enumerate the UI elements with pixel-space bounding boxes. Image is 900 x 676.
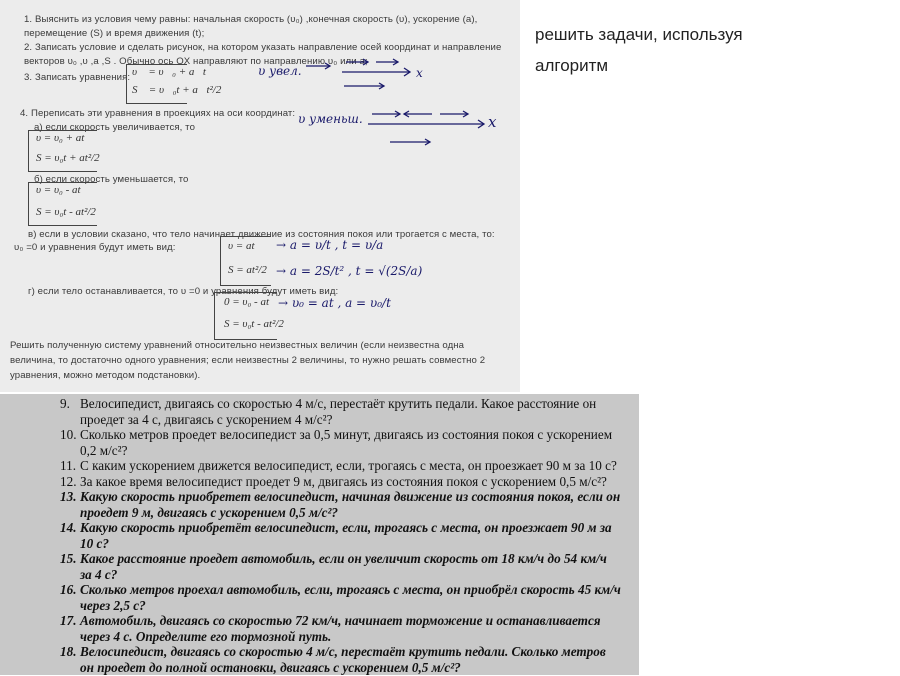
- problem-text-line: С каким ускорением движется велосипедист, если, трогаясь с места, он проезжает 90 м за 10 с?: [80, 458, 617, 473]
- problem-number: 18.: [60, 644, 77, 659]
- problem-text-line: Сколько метров проехал автомобиль, если, трогаясь с места, он приобрёл скорость 45 км/ч: [80, 582, 621, 597]
- algo-step-3: 3. Записать уравнения:: [24, 72, 131, 83]
- algo-step-1: 1. Выяснить из условия чему равны: начальная скорость (υ₀) ,конечная скорость (υ), ускорение (a),: [24, 14, 478, 25]
- algo-step-1-cont: перемещение (S) и время движения (t);: [24, 28, 205, 39]
- case-b-velocity-formula: υ = υ₀ - at: [36, 184, 81, 196]
- problem-text-line: Какую скорость приобретёт велосипедист, если, трогаясь с места, он проезжает 90 м за: [80, 520, 612, 535]
- problem-number: 12.: [60, 473, 77, 489]
- problem-number: 10.: [60, 427, 77, 442]
- problem-text-line: проедет 9 м, двигаясь с ускорением 0,5 м/с²?: [80, 504, 339, 520]
- problem-number: 9.: [60, 396, 70, 411]
- handwriting-rest-accel-time: → a = υ/t , t = υ/a: [276, 238, 384, 252]
- problem-text-line: проедет за 4 с, двигаясь с ускорением 4 м/с²?: [80, 411, 333, 427]
- problem-number: 14.: [60, 520, 77, 535]
- problem-text-line: Велосипедист, двигаясь со скоростью 4 м/с, перестаёт крутить педали. Сколько метров: [80, 644, 606, 659]
- problem-number: 17.: [60, 613, 77, 628]
- algo-step-4: 4. Переписать эти уравнения в проекциях на оси координат:: [20, 108, 296, 119]
- problem-text-line: 0,2 м/с²?: [80, 442, 128, 458]
- algo-case-d: г) если тело останавливается, то υ =0 и уравнения будут иметь вид:: [28, 286, 339, 297]
- handwriting-rest-accel-distance: → a = 2S/t² , t = √(2S/a): [276, 264, 423, 278]
- task-note-line-1: решить задачи, используя: [535, 25, 743, 44]
- problem-text-line: Сколько метров проедет велосипедист за 0,5 минут, двигаясь из состояния покоя с ускорением: [80, 427, 613, 442]
- handwriting-speed-up: υ увел.: [258, 64, 302, 78]
- problem-text-line: Какое расстояние проедет автомобиль, если он увеличит скорость от 18 км/ч до 54 км/ч: [80, 551, 607, 566]
- algo-solve: Решить полученную систему уравнений относительно неизвестных величин (если неизвестна одна: [10, 340, 465, 351]
- handwriting-x-axis-2: x: [488, 113, 497, 131]
- algo-step-2-cont: векторов υ₀ ,υ ,a ,S . Обычно ось OX направляют по направлению υ₀ или a;: [24, 56, 368, 67]
- task-note-line-2: алгоритм: [535, 56, 609, 75]
- handwriting-stop-speed: → υ₀ = at , a = υ₀/t: [278, 296, 391, 310]
- algo-case-b: б) если скорость уменьшается, то: [34, 174, 189, 185]
- problem-text-line: через 4 с. Определите его тормозной путь.: [80, 628, 332, 644]
- handwritten-vector-arrows: [0, 0, 520, 392]
- algo-solve-cont-1: величина, то достаточно одного уравнения; если неизвестны 2 величины, то нужно решать совместно 2: [10, 355, 486, 366]
- algo-case-c-cont: υ₀ =0 и уравнения будут иметь вид:: [14, 242, 176, 253]
- problem-text-line: Какую скорость приобретет велосипедист, начиная движение из состояния покоя, если он: [80, 489, 621, 504]
- problem-number: 11.: [60, 458, 76, 473]
- problem-number: 13.: [60, 489, 77, 504]
- problem-number: 15.: [60, 551, 77, 566]
- algo-step-2: 2. Записать условие и сделать рисунок, на котором указать направление осей координат и направление: [24, 42, 502, 53]
- problem-text-line: Автомобиль, двигаясь со скоростью 72 км/ч, начинает торможение и останавливается: [80, 613, 601, 628]
- problem-text-line: Велосипедист, двигаясь со скоростью 4 м/с, перестаёт крутить педали. Какое расстояние он: [80, 396, 597, 411]
- handwriting-slow-down: υ уменьш.: [298, 112, 363, 126]
- case-d-velocity-formula: 0 = υ₀ - at: [224, 296, 270, 308]
- handwriting-x-axis-1: x: [416, 66, 423, 80]
- problem-text-line: за 4 с?: [80, 566, 118, 582]
- problem-text-line: За какое время велосипедист проедет 9 м, двигаясь из состояния покоя с ускорением 0,5 м/с²?: [80, 473, 607, 489]
- case-c-displacement-formula: S = at²/2: [228, 264, 267, 276]
- problem-text-line: он проедет до полной остановки, двигаясь с ускорением 0,5 м/с²?: [80, 659, 461, 675]
- problem-text-line: через 2,5 с?: [80, 597, 146, 613]
- problem-number: 16.: [60, 582, 77, 597]
- case-a-velocity-formula: υ = υ₀ + at: [36, 132, 85, 144]
- problem-text-line: 10 с?: [80, 535, 109, 551]
- case-d-displacement-formula: S = υ₀t - at²/2: [224, 318, 284, 330]
- algo-case-a: а) если скорость увеличивается, то: [34, 122, 196, 133]
- case-b-displacement-formula: S = υ₀t - at²/2: [36, 206, 96, 218]
- case-c-velocity-formula: υ = at: [228, 240, 255, 252]
- algo-case-c: в) если в условии сказано, что тело начинает движение из состояния покоя или трогается с места, то:: [28, 229, 495, 240]
- case-a-displacement-formula: S = υ₀t + at²/2: [36, 152, 100, 164]
- vector-velocity-formula: υ⃗ = υ⃗₀ + a⃗t: [132, 66, 206, 78]
- algorithm-photo: [0, 0, 520, 392]
- algo-solve-cont-2: уравнения, можно методом подстановки).: [10, 370, 201, 381]
- vector-displacement-formula: S⃗ = υ⃗₀t + a⃗t²/2: [132, 84, 222, 96]
